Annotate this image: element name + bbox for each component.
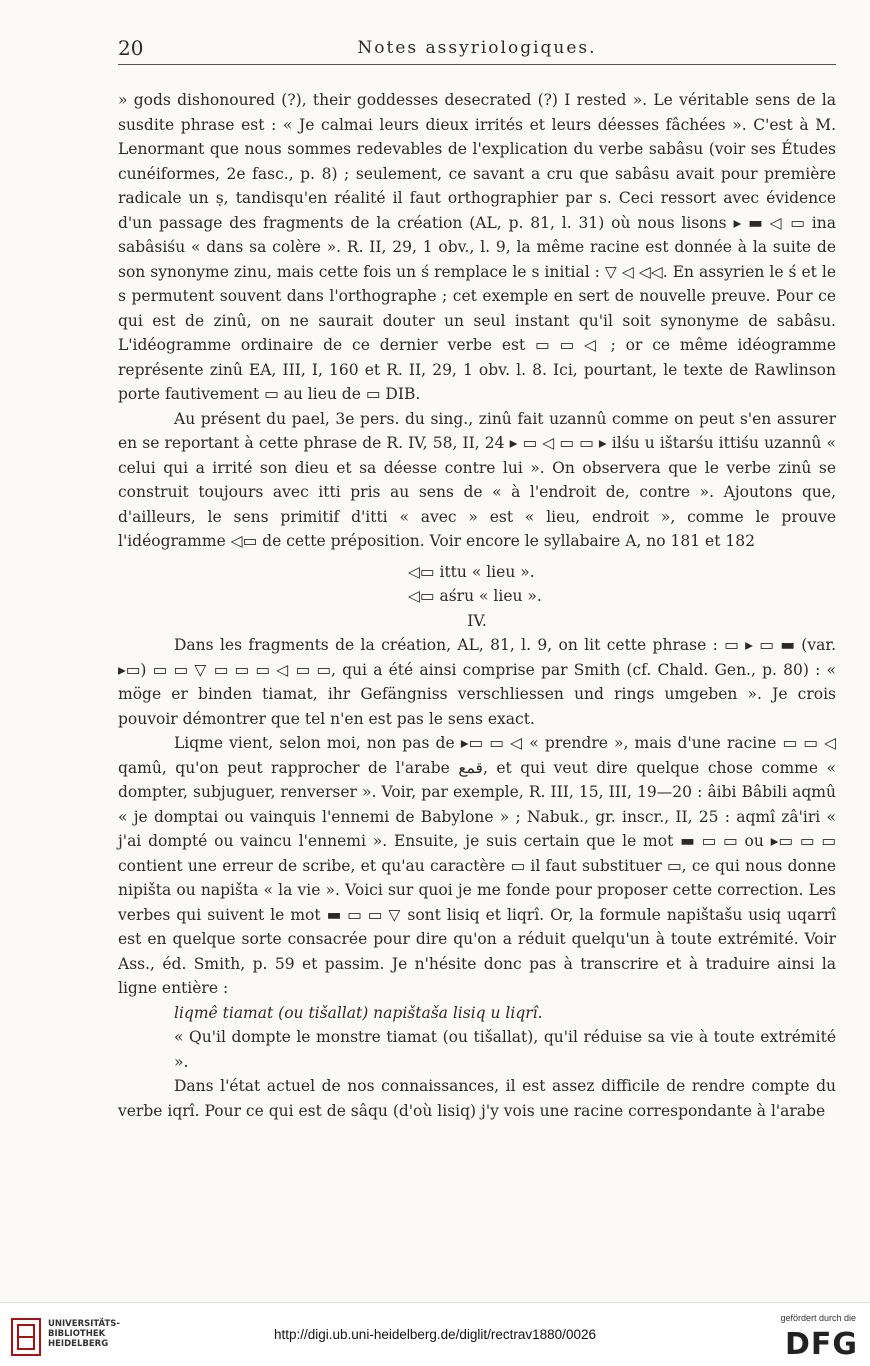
paragraph-4: Liqme vient, selon moi, non pas de ▸▭ ▭ ◁ « prendre », mais d'une racine ▭ ▭ ◁ qamû, qu'on peut rapprocher de l'arabe قمع, et qui veut dire quelque chose comme « dompter, subjuguer, renverser ». Voir, par exemple, R. III, 15, III, 19—20 : âibi Bâbili aqmû « je domptai ou vainquis l'ennemi de Babylone » ; Nabuk., gr. inscr., II, 25 : aqmî zâ'iri « j'ai dompté ou vaincu l'ennemi ». Ensuite, je suis certain que le mot ▬ ▭ ▭ ou ▸▭ ▭ ▭ contient une erreur de scribe, et qu'au caractère ▭ il faut substituer ▭, ce qui nous donne nipišta ou napišta « la vie ». Voici sur quoi je me fonde pour proposer cette correction. Les verbes qui suivent le mot ▬ ▭ ▭ ▽ sont lisiq et liqrî. Or, la formule napištašu usiq uqarrî est en quelque sorte consacrée pour dire qu'on a réduit quelqu'un à toute extrémité. Voir Ass., éd. Smith, p. 59 et passim. Je n'hésite donc pas à transcrire et à traduire ainsi la ligne entière : xyxy=(118,734,836,997)
digitization-footer xyxy=(0,1302,870,1366)
section-heading: IV. xyxy=(467,611,487,630)
example-ittu: ◁▭ ittu « lieu ». xyxy=(408,562,535,581)
page-header xyxy=(118,36,836,65)
page-number: 20 xyxy=(118,36,144,60)
paragraph-5: Dans l'état actuel de nos connaissances, il est assez difficile de rendre compte du verbe iqrî. Pour ce qui est de sâqu (d'où lisiq) j'y vois une racine correspondante à l'arabe xyxy=(118,1077,836,1120)
running-title: Notes assyriologiques. xyxy=(357,38,597,58)
example-asru: ◁▭ aśru « lieu ». xyxy=(408,587,542,605)
sponsor-label: gefördert durch die xyxy=(780,1313,856,1323)
paragraph-2: Au présent du pael, 3e pers. du sing., zinû fait uzannû comme on peut s'en assurer en se reportant à cette phrase de R. IV, 58, II, 24 ▸ ▭ ◁ ▭ ▭ ▸ ilśu u ištarśu ittiśu uzannû « celui qui a irrité son dieu et sa déesse contre lui ». On observera que le verbe zinû se construit toujours avec itti pris au sens de « à l'endroit de, contre ». Ajoutons que, d'ailleurs, le sens primitif d'itti « avec » est « lieu, endroit », comme le prouve l'idéogramme ◁▭ de cette préposition. Voir encore le syllabaire A, no 181 et 182 xyxy=(118,409,836,550)
text-body xyxy=(118,88,836,1123)
transcription-line: liqmê tiamat (ou tišallat) napištaša lisiq u liqrî. xyxy=(174,1003,543,1022)
institution-name: UNIVERSITÄTS- BIBLIOTHEK HEIDELBERG xyxy=(48,1319,120,1349)
translation-line: « Qu'il dompte le monstre tiamat (ou tišallat), qu'il réduise sa vie à toute extrémité ». xyxy=(174,1028,836,1071)
source-url-link[interactable]: http://digi.ub.uni-heidelberg.de/diglit/rectrav1880/0026 xyxy=(274,1327,596,1342)
paragraph-3: Dans les fragments de la création, AL, 81, l. 9, on lit cette phrase : ▭ ▸ ▭ ▬ (var. ▸▭) ▭ ▭ ▽ ▭ ▭ ▭ ◁ ▭ ▭, qui a été ainsi comprise par Smith (cf. Chald. Gen., p. 80) : « möge er binden tiamat, ihr Gefängniss verschliessen und rings umgeben ». Je crois pouvoir démontrer que tel n'en est pas le sens exact. xyxy=(118,636,836,728)
paragraph-1: » gods dishonoured (?), their goddesses desecrated (?) I rested ». Le véritable sens de la susdite phrase est : « Je calmai leurs dieux irrités et leurs déesses fâchées ». C'est à M. Lenormant que nous sommes redevables de l'explication du verbe sabâsu (voir ses Études cunéiformes, 2e fasc., p. 8) ; seulement, ce savant a cru que sabâsu avait pour première radicale un ṣ, tandisqu'en réalité il faut orthographier par s. Ceci ressort avec évidence d'un passage des fragments de la création (AL, p. 81, l. 31) où nous lisons ▸ ▬ ◁ ▭ ina sabâsiśu « dans sa colère ». R. II, 29, 1 obv., l. 9, la même racine est donnée à la suite de son synonyme zinu, mais cette fois un ś remplace le s initial : ▽ ◁ ◁◁. En assyrien le ś et le s permutent souvent dans l'orthographe ; cet exemple en sert de nouvelle preuve. Pour ce qui est de zinû, on ne saurait douter un seul instant qu'il soit synonyme de sabâsu. L'idéogramme ordinaire de ce dernier verbe est ▭ ▭ ◁ ; or ce même idéogramme représente zinû EA, III, I, 160 et R. II, 29, 1 obv. l. 8. Ici, pourtant, le texte de Rawlinson porte fautivement ▭ au lieu de ▭ DIB. xyxy=(118,91,836,403)
dfg-logo: DFG xyxy=(784,1327,858,1362)
